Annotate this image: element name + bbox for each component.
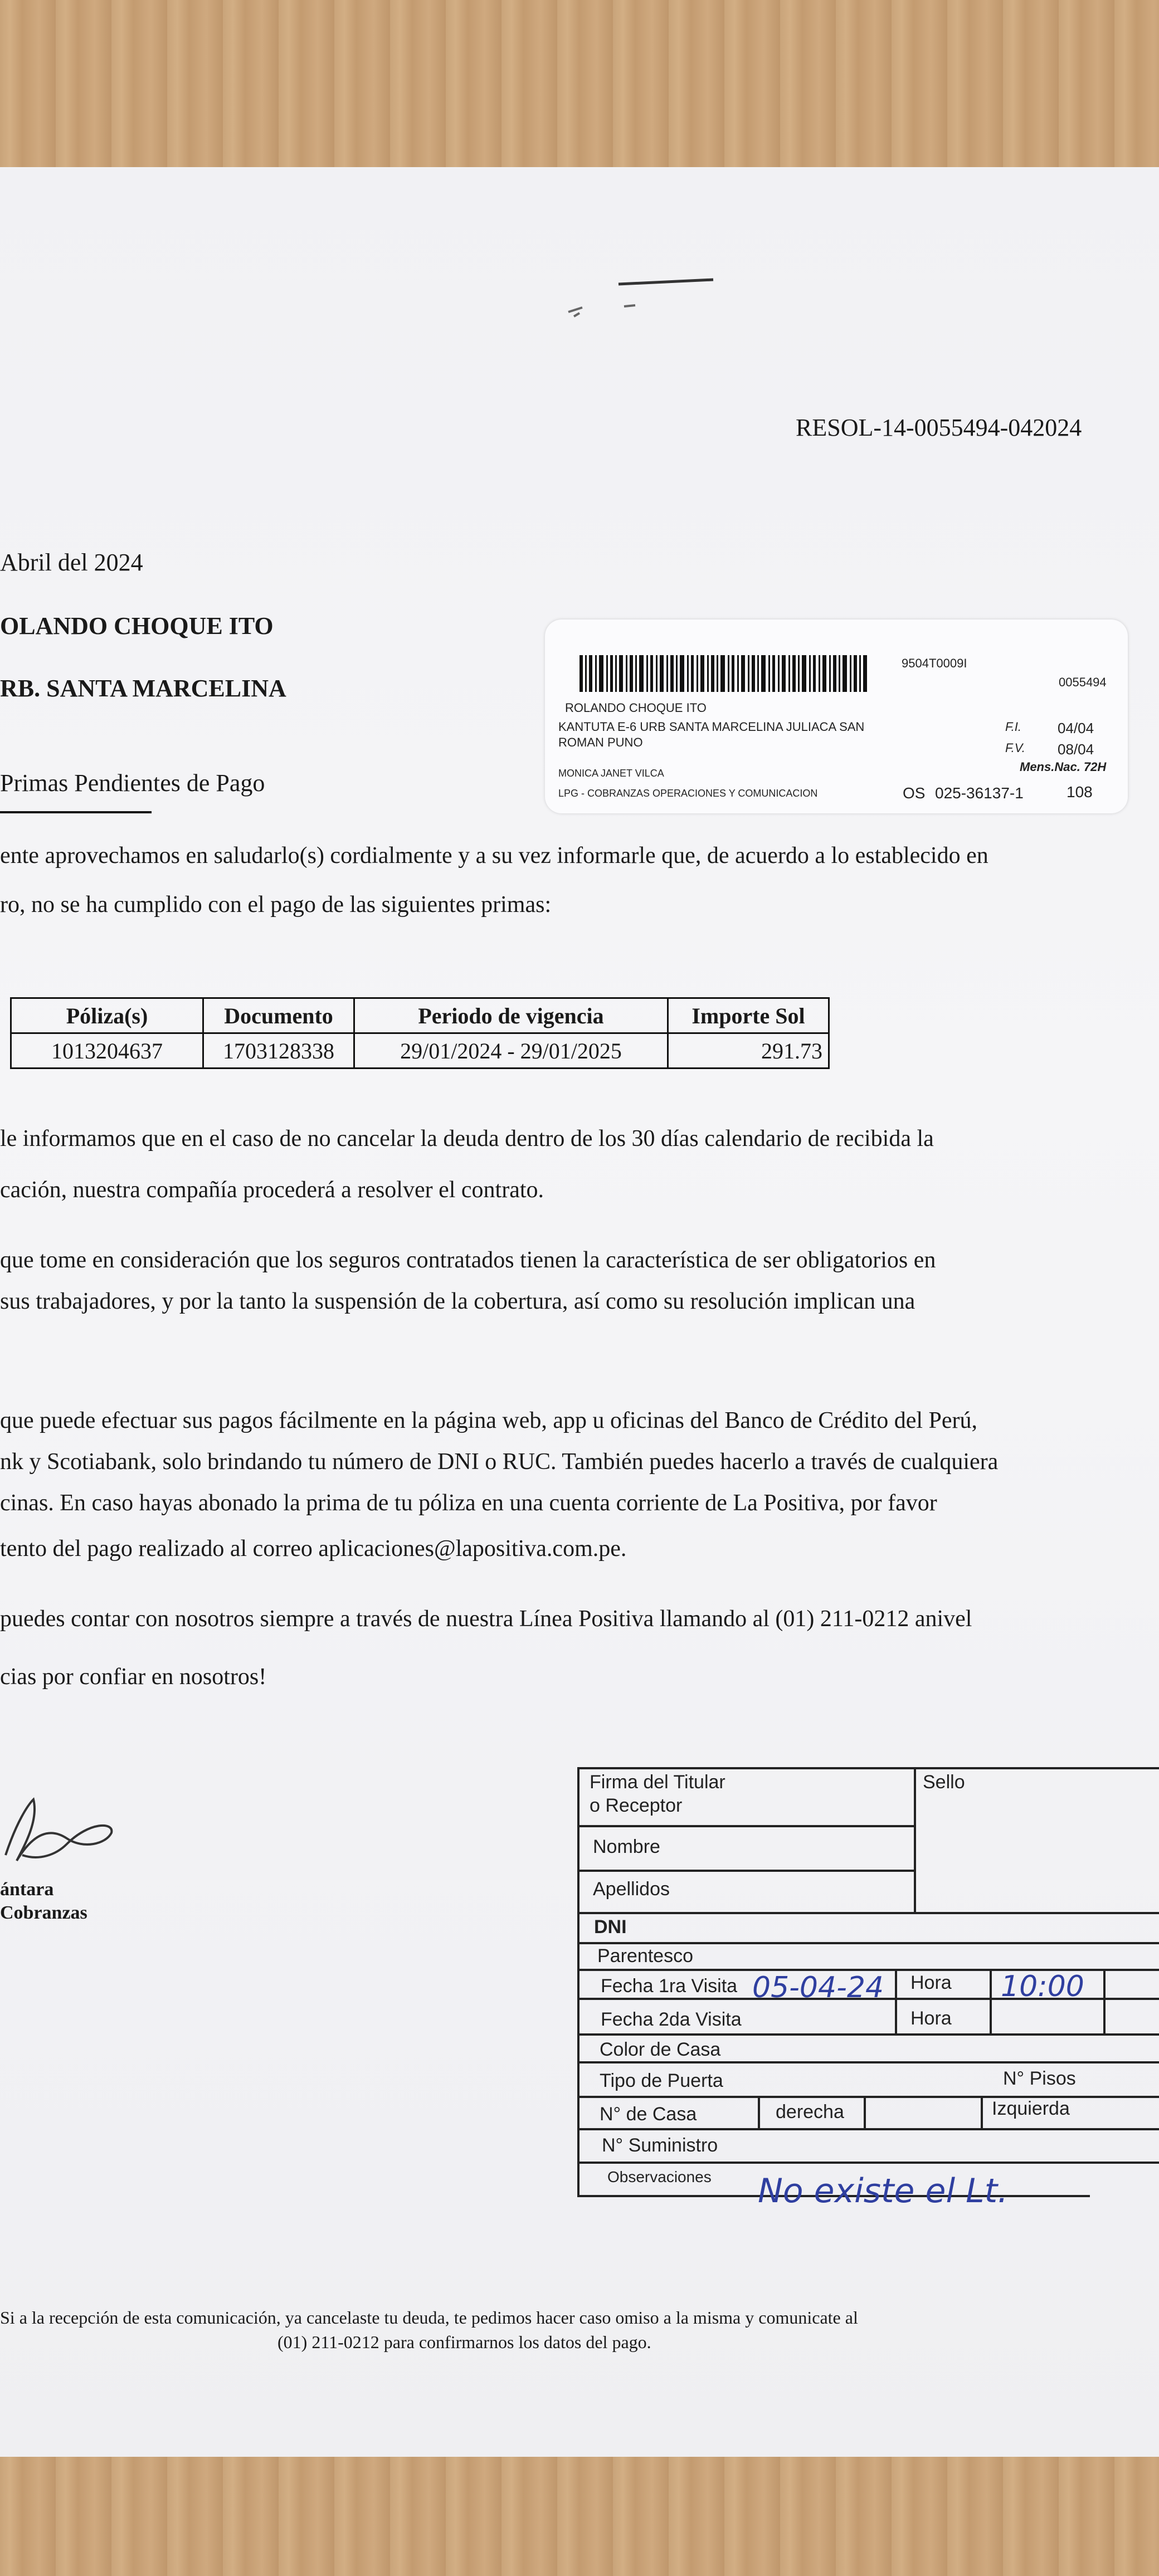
hora-2-label: Hora <box>910 2008 952 2029</box>
firma-label: Firma del Titular <box>590 1772 725 1793</box>
shipping-label <box>545 619 1128 813</box>
fv-label: F.V. <box>1005 741 1025 755</box>
sello-divider <box>914 1767 916 1912</box>
letter-date: Abril del 2024 <box>0 549 143 576</box>
derecha-label: derecha <box>776 2101 844 2123</box>
fi-value: 04/04 <box>1058 720 1094 736</box>
barcode-code: 9504T0009I <box>902 656 967 670</box>
premiums-table <box>10 997 830 1069</box>
form-line <box>577 1870 915 1872</box>
handwritten-hora: 10:00 <box>1001 1970 1084 2003</box>
paragraph-4-line-4: tento del pago realizado al correo aplicaciones@lapositiva.com.pe. <box>0 1536 627 1562</box>
subject-underline <box>0 811 152 813</box>
wood-surface-bottom <box>0 2440 1159 2576</box>
reception-form <box>568 1755 1159 2212</box>
numero-casa-label: N° de Casa <box>600 2104 697 2125</box>
suministro-label: N° Suministro <box>602 2135 718 2156</box>
cell-importe: 291.73 <box>668 1033 829 1069</box>
recipient-address: RB. SANTA MARCELINA <box>0 675 286 702</box>
form-line <box>577 2096 1159 2098</box>
color-casa-label: Color de Casa <box>600 2039 721 2060</box>
label-address-line2: ROMAN PUNO <box>558 735 643 749</box>
receptor-label: o Receptor <box>590 1795 683 1816</box>
pisos-label: N° Pisos <box>1003 2068 1076 2089</box>
reference-number: RESOL-14-0055494-042024 <box>796 414 1082 441</box>
paragraph-5-line-2: cias por confiar en nosotros! <box>0 1664 267 1690</box>
fecha-1ra-visita-label: Fecha 1ra Visita <box>601 1975 738 1997</box>
label-number: 0055494 <box>1059 675 1107 689</box>
label-count: 108 <box>1067 783 1093 801</box>
col-header-poliza: Póliza(s) <box>11 998 203 1033</box>
dni-label: DNI <box>594 1916 627 1938</box>
form-divider <box>758 2096 760 2128</box>
observaciones-label: Observaciones <box>607 2168 712 2185</box>
form-divider <box>895 1969 897 2033</box>
table-row <box>11 1033 829 1069</box>
fecha-2da-visita-label: Fecha 2da Visita <box>601 2009 742 2030</box>
paragraph-4-line-2: nk y Scotiabank, solo brindando tu número de DNI o RUC. También puedes hacerlo a través de cualquiera <box>0 1449 999 1475</box>
fv-value: 08/04 <box>1058 741 1094 758</box>
label-department: LPG - COBRANZAS OPERACIONES Y COMUNICACION <box>558 788 818 799</box>
parentesco-label: Parentesco <box>597 1945 693 1967</box>
hora-1-label: Hora <box>910 1972 952 1993</box>
form-left-border <box>577 1767 580 2196</box>
handwritten-observaciones: No existe el Lt. <box>758 2172 1009 2211</box>
col-header-documento: Documento <box>203 998 354 1033</box>
label-address-line1: KANTUTA E-6 URB SANTA MARCELINA JULIACA SAN <box>558 720 865 734</box>
recipient-name: OLANDO CHOQUE ITO <box>0 612 274 640</box>
letter-subject: Primas Pendientes de Pago <box>0 769 265 797</box>
form-line <box>577 1942 1159 1944</box>
form-line <box>577 2061 1159 2063</box>
apellidos-label: Apellidos <box>593 1879 670 1900</box>
sello-label: Sello <box>923 1772 965 1793</box>
paragraph-4-line-1: que puede efectuar sus pagos fácilmente en la página web, app u oficinas del Banco de Crédito del Perú, <box>0 1408 978 1433</box>
os-value: 025-36137-1 <box>935 784 1024 802</box>
paragraph-3-line-1: que tome en consideración que los seguros contratados tienen la característica de ser obligatorios en <box>0 1247 936 1273</box>
os-label: OS <box>903 784 926 802</box>
service-type: Mens.Nac. 72H <box>1020 760 1107 774</box>
handwritten-fecha: 05-04-24 <box>752 1971 884 2004</box>
tipo-puerta-label: Tipo de Puerta <box>600 2070 723 2091</box>
footer-line-2: (01) 211-0212 para confirmarnos los datos del pago. <box>277 2332 651 2352</box>
form-line <box>577 1825 915 1827</box>
signature-line-2: Cobranzas <box>0 1902 87 1923</box>
col-header-periodo: Periodo de vigencia <box>354 998 668 1033</box>
izquierda-label: Izquierda <box>992 2098 1070 2119</box>
table-header-row <box>11 998 829 1033</box>
footer-line-1: Si a la recepción de esta comunicación, ya cancelaste tu deuda, te pedimos hacer caso omiso a la misma y comunicate al <box>0 2307 858 2328</box>
form-line <box>577 1912 1159 1914</box>
form-top-border <box>577 1767 1159 1769</box>
signature-scribble <box>0 1788 123 1872</box>
paragraph-5-line-1: puedes contar con nosotros siempre a través de nuestra Línea Positiva llamando al (01) 211-0212 anivel <box>0 1606 972 1632</box>
col-header-importe: Importe Sol <box>668 998 829 1033</box>
form-divider <box>981 2096 983 2128</box>
cell-documento: 1703128338 <box>203 1033 354 1069</box>
paragraph-1-line-1: ente aprovechamos en saludarlo(s) cordialmente y a su vez informarle que, de acuerdo a lo establecido en <box>0 843 988 869</box>
signature-line-1: ántara <box>0 1879 54 1900</box>
label-contact: MONICA JANET VILCA <box>558 768 664 779</box>
nombre-label: Nombre <box>593 1836 660 1857</box>
cell-periodo: 29/01/2024 - 29/01/2025 <box>354 1033 668 1069</box>
fi-label: F.I. <box>1005 720 1021 734</box>
form-divider <box>1103 1969 1106 2033</box>
form-line <box>577 2128 1159 2130</box>
barcode-icon <box>580 655 880 694</box>
paragraph-2-line-2: cación, nuestra compañía procederá a resolver el contrato. <box>0 1177 544 1203</box>
form-divider <box>990 1969 992 2033</box>
form-divider <box>864 2096 866 2128</box>
paragraph-2-line-1: le informamos que en el caso de no cancelar la deuda dentro de los 30 días calendario de recibida la <box>0 1126 934 1152</box>
form-line <box>577 2162 1159 2164</box>
paragraph-4-line-3: cinas. En caso hayas abonado la prima de tu póliza en una cuenta corriente de La Positiva, por favor <box>0 1490 937 1516</box>
ink-marks <box>557 273 724 323</box>
wood-surface-top <box>0 0 1159 184</box>
paragraph-3-line-2: sus trabajadores, y por la tanto la suspensión de la cobertura, así como su resolución implican una <box>0 1289 915 1314</box>
form-line <box>577 2033 1159 2036</box>
label-recipient: ROLANDO CHOQUE ITO <box>565 701 707 715</box>
cell-poliza: 1013204637 <box>11 1033 203 1069</box>
paragraph-1-line-2: ro, no se ha cumplido con el pago de las siguientes primas: <box>0 892 552 918</box>
